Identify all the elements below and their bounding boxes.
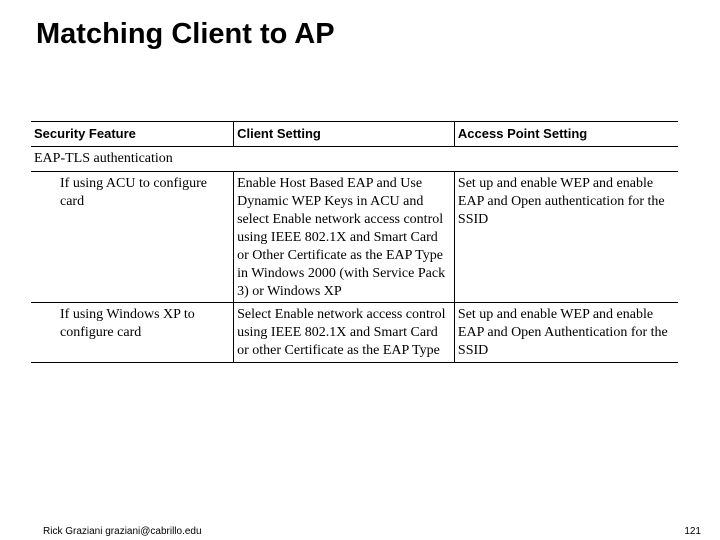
client-setting-cell: Enable Host Based EAP and Use Dynamic WEP Keys in ACU and select Enable network access control using IEEE 802.1X and Smart Card or Other Certificate as the EAP Type in Windows 2000 (with Service Pack 3) or Windows XP: [234, 172, 455, 303]
feature-cell: If using Windows XP to configure card: [31, 303, 234, 363]
header-client-setting: Client Setting: [234, 122, 455, 147]
header-security-feature: Security Feature: [31, 122, 234, 147]
client-setting-cell: Select Enable network access control using IEEE 802.1X and Smart Card or other Certificate as the EAP Type: [234, 303, 455, 363]
ap-setting-cell: Set up and enable WEP and enable EAP and Open Authentication for the SSID: [454, 303, 678, 363]
header-access-point-setting: Access Point Setting: [454, 122, 678, 147]
settings-table: [31, 121, 678, 363]
table-row: [31, 303, 678, 363]
slide-title: Matching Client to AP: [36, 18, 335, 50]
ap-setting-cell: Set up and enable WEP and enable EAP and Open authentication for the SSID: [454, 172, 678, 303]
footer-author: Rick Graziani graziani@cabrillo.edu: [43, 526, 202, 537]
page-number: 121: [684, 526, 701, 537]
section-row: [31, 147, 678, 172]
table-row: [31, 172, 678, 303]
table-header-row: [31, 122, 678, 147]
feature-cell: If using ACU to configure card: [31, 172, 234, 303]
section-label: EAP-TLS authentication: [31, 147, 678, 172]
